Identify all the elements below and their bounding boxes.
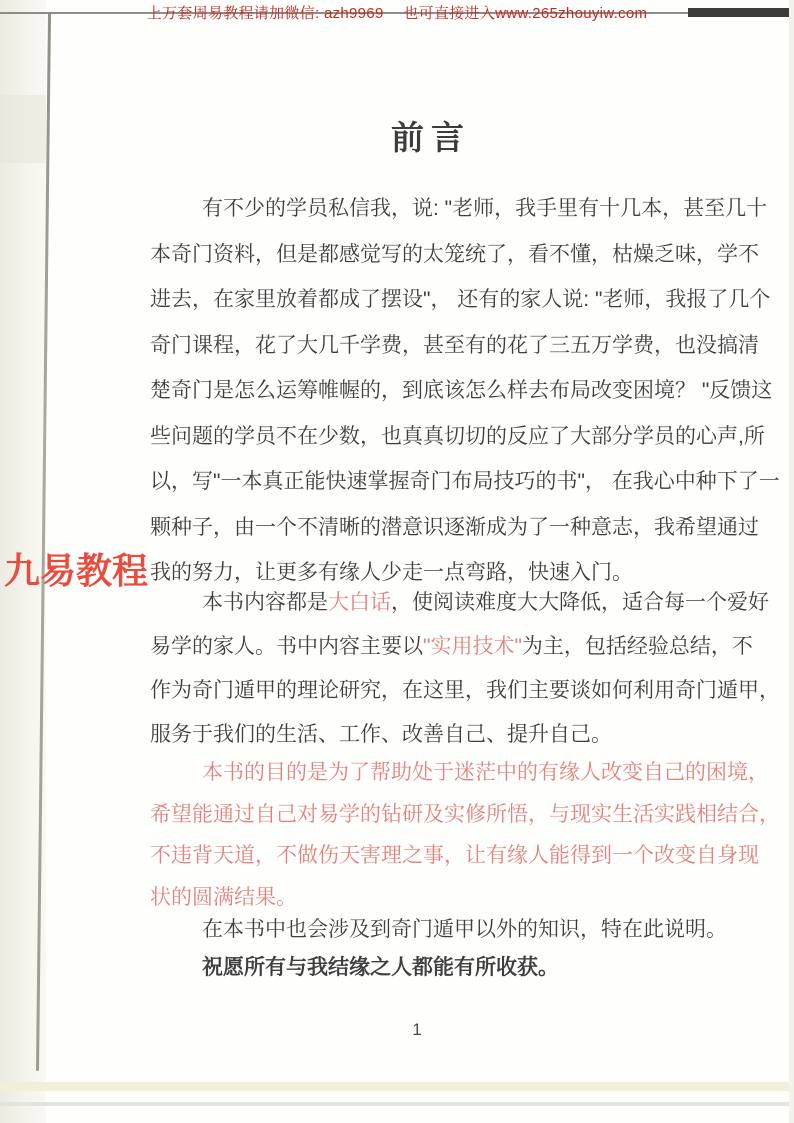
text-line: 有不少的学员私信我，说: "老师，我手里有十几本，甚至几十 <box>202 197 768 220</box>
text-line: 希望能通过自己对易学的钻研及实修所悟，与现实生活实践相结合， <box>150 802 780 826</box>
text-line <box>150 581 769 625</box>
text-segment: 本书内容都是 <box>202 591 328 614</box>
text-line-bold: 祝愿所有与我结缘之人都能有所收获。 <box>202 956 559 979</box>
paragraph-1 <box>150 186 780 596</box>
page-number: 1 <box>412 1020 422 1039</box>
text-line <box>150 625 753 669</box>
text-line: 奇门课程，花了大几千学费，甚至有的花了三五万学费，也没搞清 <box>150 333 759 357</box>
highlighted-term: 大白话 <box>328 591 391 614</box>
text-segment: ，使阅读难度大大降低，适合每一个爱好 <box>391 591 769 614</box>
text-line: 颗种子，由一个不清晰的潜意识逐渐成为了一种意志，我希望通过 <box>150 515 759 539</box>
scan-bottom-cream-band <box>0 1082 794 1091</box>
paragraph-3-red <box>150 752 780 918</box>
text-line: 进去，在家里放着都成了摆设"， 还有的家人说: "老师，我报了几个 <box>150 288 771 311</box>
paragraph-2 <box>150 581 780 757</box>
header-banner <box>0 2 794 23</box>
text-segment: 为主，包括经验总结，不 <box>521 635 753 658</box>
header-text: 上万套周易教程请加微信: azh9969 也可直接进入www.265zhouyiw.com <box>146 5 648 22</box>
text-line: 本书的目的是为了帮助处于迷茫中的有缘人改变自己的困境， <box>202 761 769 784</box>
scan-left-edge-band <box>0 95 46 163</box>
scan-right-edge <box>789 0 794 1123</box>
text-line: 作为奇门遁甲的理论研究，在这里，我们主要谈如何利用奇门遁甲， <box>150 679 780 702</box>
page-title: 前言 <box>391 119 471 156</box>
paragraph-4 <box>150 910 730 950</box>
watermark-text: 九易教程 <box>4 550 149 591</box>
highlighted-term: "实用技术" <box>423 635 522 658</box>
scan-bottom-gray-band <box>0 1102 794 1106</box>
paragraph-5 <box>150 948 730 988</box>
text-line: 状的圆满结果。 <box>150 885 297 909</box>
text-segment: 易学的家人。书中内容主要以 <box>150 635 423 658</box>
text-line: 服务于我们的生活、工作、改善自己、提升自己。 <box>150 723 612 746</box>
text-line: 楚奇门是怎么运筹帷幄的，到底该怎么样去布局改变困境？ "反馈这 <box>150 379 773 402</box>
text-line: 本奇门资料，但是都感觉写的太笼统了，看不懂，枯燥乏味，学不 <box>150 242 759 266</box>
text-line: 以，写"一本真正能快速掌握奇门布局技巧的书"， 在我心中种下了一 <box>150 470 780 493</box>
text-line: 些问题的学员不在少数，也真真切切的反应了大部分学员的心声,所 <box>150 424 765 448</box>
text-line: 我的努力，让更多有缘人少走一点弯路，快速入门。 <box>150 561 633 584</box>
text-line: 在本书中也会涉及到奇门遁甲以外的知识，特在此说明。 <box>202 918 727 941</box>
text-line: 不违背天道，不做伤天害理之事，让有缘人能得到一个改变自身现 <box>150 844 759 867</box>
